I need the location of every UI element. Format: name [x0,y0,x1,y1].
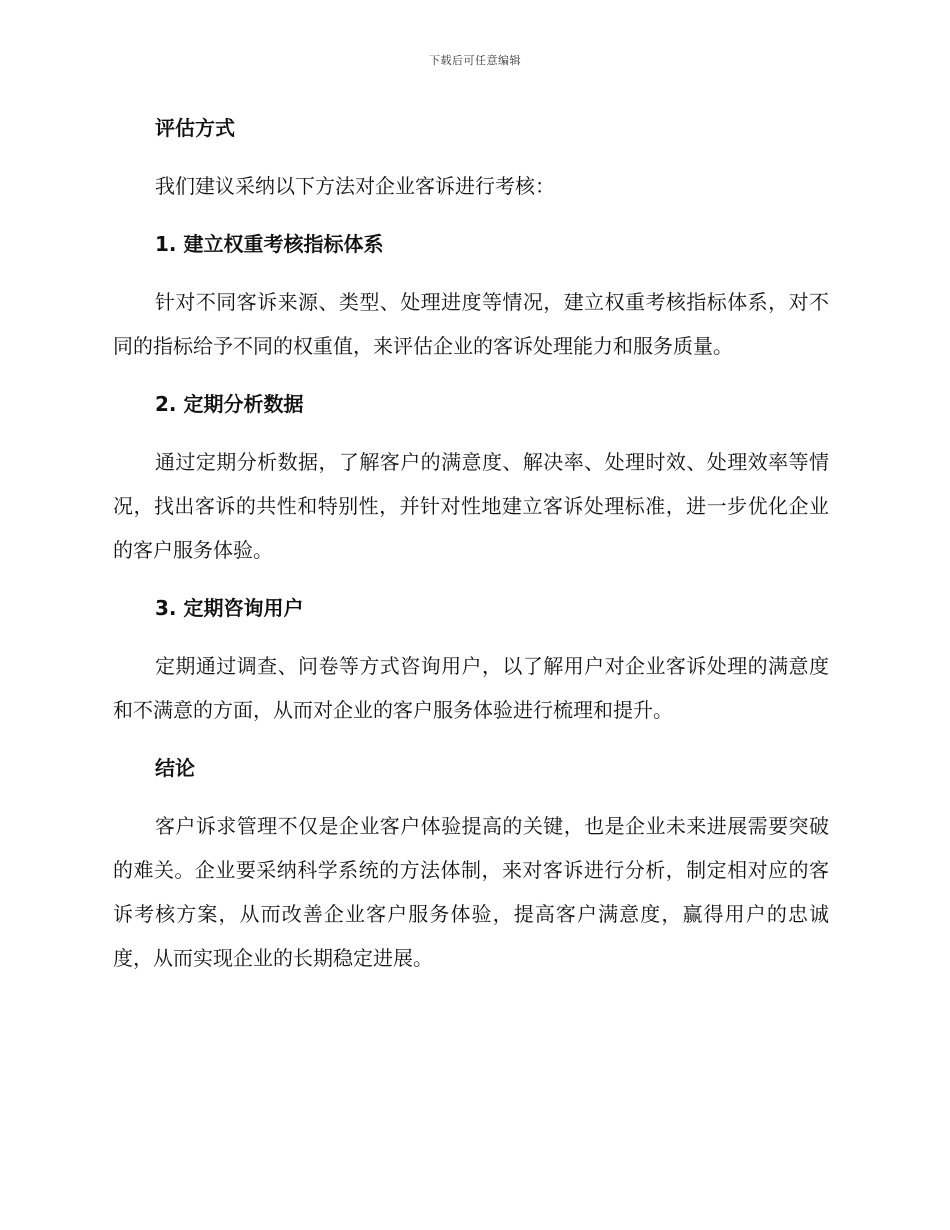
data-analysis-paragraph: 通过定期分析数据，了解客户的满意度、解决率、处理时效、处理效率等情况，找出客诉的共性和特别性，并针对性地建立客诉处理标准，进一步优化企业的客户服务体验。 [113,450,829,562]
document-body [113,106,829,994]
evaluation-intro: 我们建议采纳以下方法对企业客诉进行考核： [155,174,555,198]
section-heading-user-consult: 3. 定期咨询用户 [155,596,304,620]
section-heading-conclusion: 结论 [155,756,195,780]
user-consult-paragraph: 定期通过调查、问卷等方式咨询用户，以了解用户对企业客诉处理的满意度和不满意的方面，从而对企业的客户服务体验进行梳理和提升。 [113,654,829,722]
weight-index-paragraph: 针对不同客诉来源、类型、处理进度等情况，建立权重考核指标体系，对不同的指标给予不同的权重值，来评估企业的客诉处理能力和服务质量。 [113,290,829,358]
page-header: 下载后可任意编辑 [429,54,521,67]
section-heading-weight-index: 1. 建立权重考核指标体系 [155,232,384,256]
section-heading-evaluation: 评估方式 [155,116,235,140]
conclusion-paragraph: 客户诉求管理不仅是企业客户体验提高的关键，也是企业未来进展需要突破的难关。企业要采纳科学系统的方法体制，来对客诉进行分析，制定相对应的客诉考核方案，从而改善企业客户服务体验，提高客户满意度，赢得用户的忠诚度，从而实现企业的长期稳定进展。 [113,814,829,970]
section-heading-data-analysis: 2. 定期分析数据 [155,392,304,416]
